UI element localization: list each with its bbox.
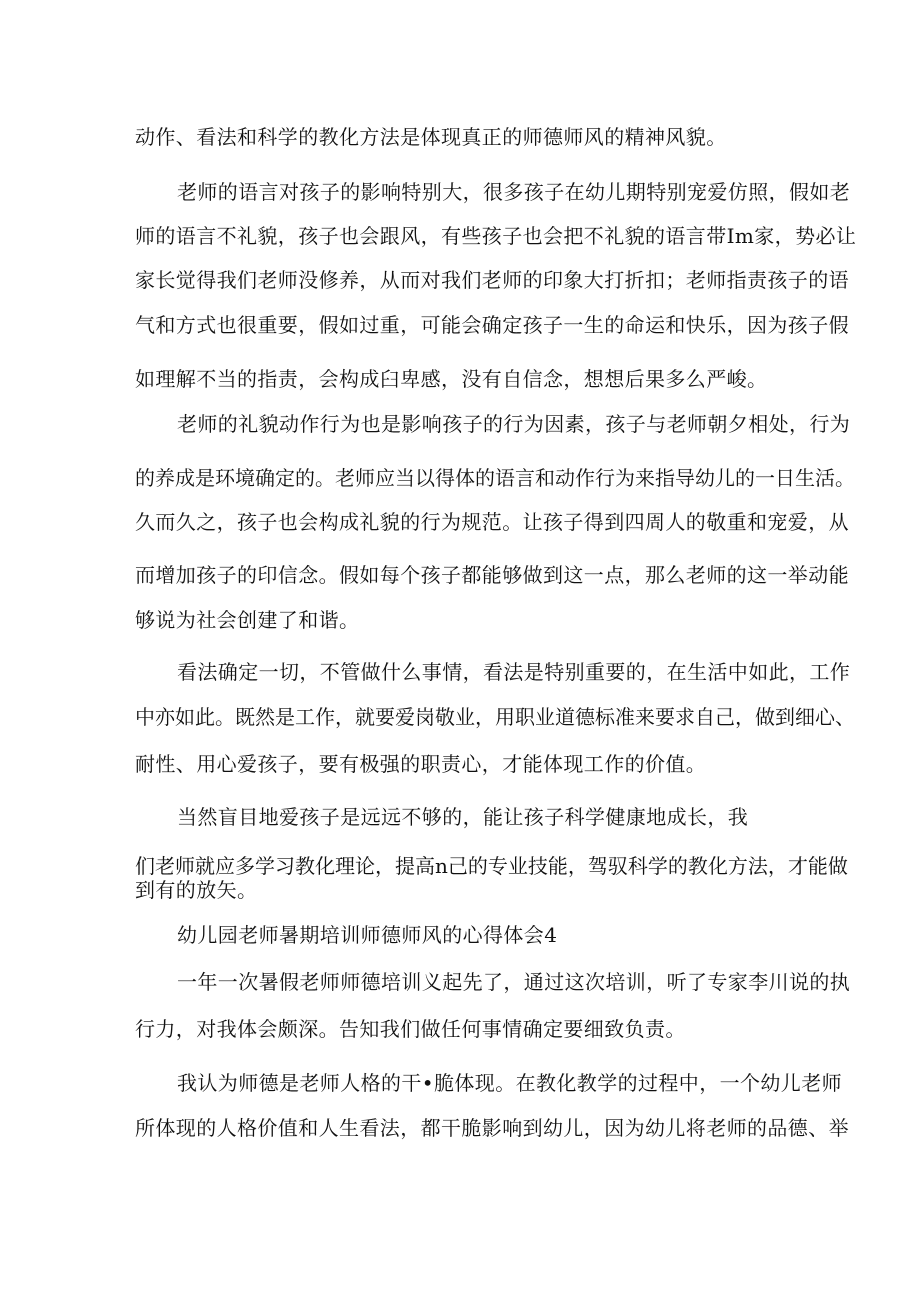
text-line: 到有的放矢。 [135,878,258,902]
paragraph-first-line: 看法确定一切，不管做什么事情，看法是特别重要的，在生活中如此，工作 [177,660,851,684]
paragraph-first-line: 一年一次暑假老师师德培训义起先了，通过这次培训，听了专家李川说的执 [177,970,851,994]
text-line: 的养成是环境确定的。老师应当以得体的语言和动作行为来指导幼儿的一日生活。 [135,466,855,490]
text-line: 而增加孩子的印信念。假如每个孩子都能够做到这一点，那么老师的这一举动能 [135,563,849,587]
text-line: 中亦如此。既然是工作，就要爱岗敬业，用职业道德标准来要求自己，做到细心、 [135,705,855,729]
paragraph-first-line: 当然盲目地爱孩子是远远不够的，能让孩子科学健康地成长，我 [177,805,749,829]
paragraph-first-line: 我认为师德是老师人格的干•脆体现。在教化教学的过程中，一个幼儿老师 [177,1071,842,1095]
text-line: 如理解不当的指责，会构成臼卑感，没有自信念，想想后果多么严峻。 [135,367,768,391]
text-line: 够说为社会创建了和谐。 [135,608,360,632]
paragraph-first-line: 老师的语言对孩子的影响特别大，很多孩子在幼儿期特别宠爱仿照，假如老 [177,180,851,204]
text-line: 耐性、用心爱孩子，要有极强的职责心，才能体现工作的价值。 [135,752,707,776]
text-line: 行力，对我体会颇深。告知我们做任何事情确定要细致负责。 [135,1017,686,1041]
text-line: 久而久之，孩子也会构成礼貌的行为规范。让孩子得到四周人的敬重和宠爱，从 [135,510,849,534]
paragraph-first-line: 老师的礼貌动作行为也是影响孩子的行为因素，孩子与老师朝夕相处，行为 [177,412,851,436]
text-line: 们老师就应多学习教化理论，提高n己的专业技能，驾驭科学的教化方法，才能做 [135,854,848,878]
text-line: 气和方式也很重要，假如过重，可能会确定孩子一生的命运和快乐，因为孩子假 [135,313,849,337]
text-line: 所体现的人格价值和人生看法，都干脆影响到幼儿，因为幼儿将老师的品德、举 [135,1116,849,1140]
text-line: 动作、看法和科学的教化方法是体现真正的师德师风的精神风貌。 [135,125,727,149]
section-heading: 幼儿园老师暑期培训师德师风的心得体会4 [177,923,558,947]
text-line: 家长觉得我们老师没修养，从而对我们老师的印象大打折扣；老师指责孩子的语 [135,268,849,292]
text-line: 师的语言不礼貌，孩子也会跟风，有些孩子也会把不礼貌的语言带Im家，势必让 [135,224,857,248]
